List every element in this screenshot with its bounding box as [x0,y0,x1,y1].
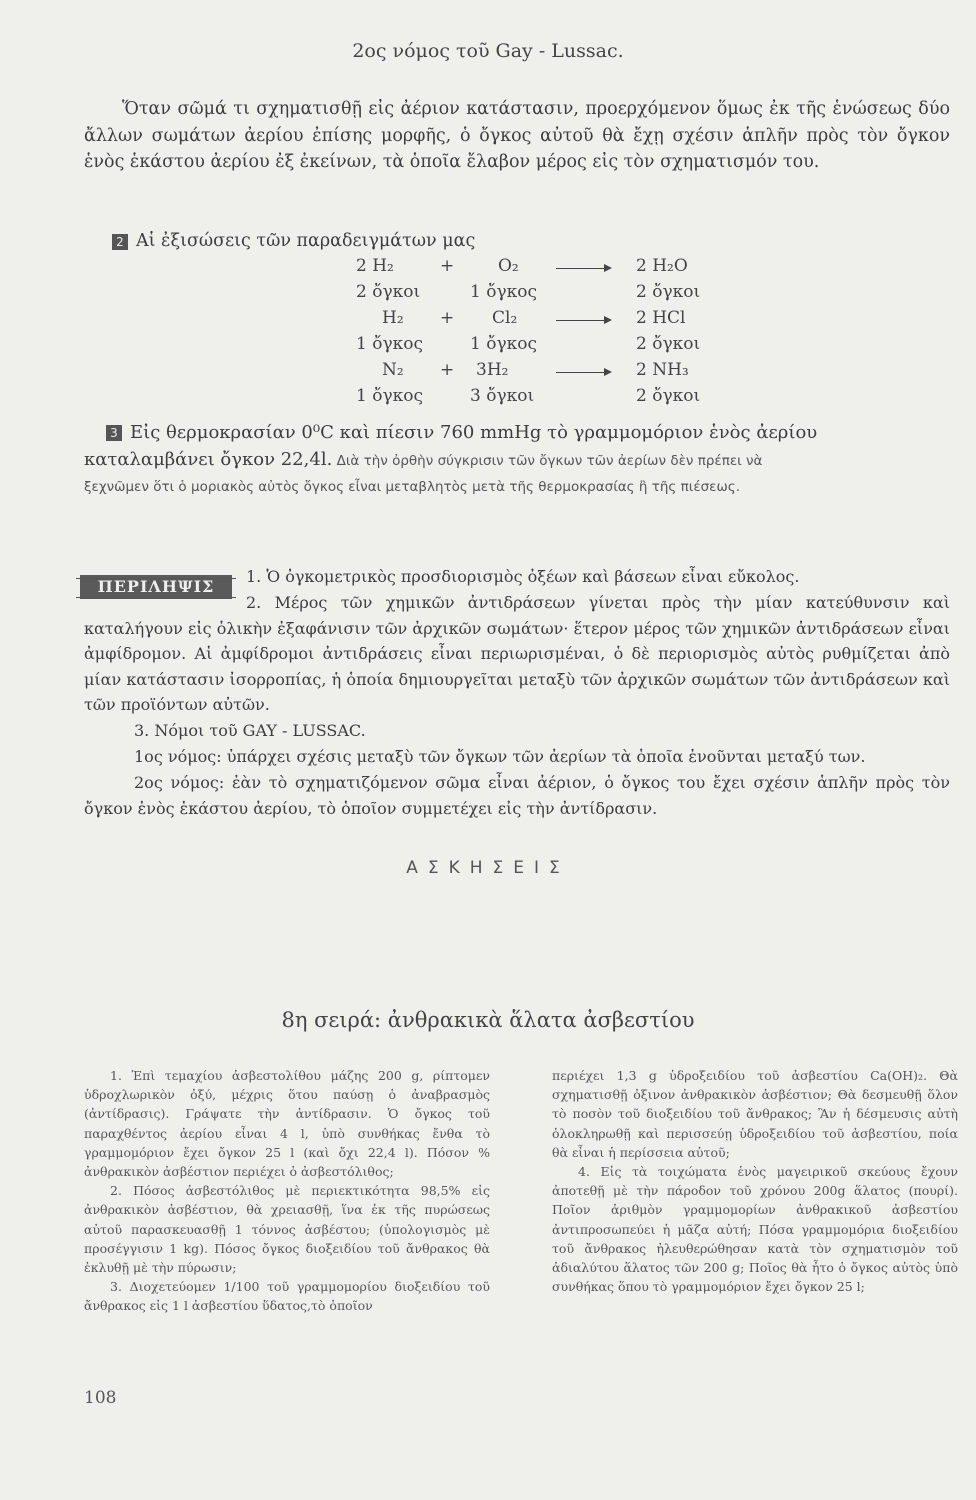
eq-product: 2 ὄγκοι [636,282,701,302]
page-number: 108 [84,1388,117,1408]
eq-operator: + [440,360,455,380]
page-title: 2ος νόμος τοῦ Gay - Lussac. [352,40,624,62]
equation-row [0,256,976,282]
eq-reactant-1: 1 ὄγκος [356,334,423,354]
exercise-item: 1. Ἐπὶ τεμαχίου ἀσβεστολίθου μάζης 200 g, ρίπτομεν ὑδροχλωρικὸν ὀξύ, μέχρις ὅτου παύσῃ ὁ ἀναβρασμὸς (ἀντίδρασις). Γράψατε τὴν ἀντίδρασιν. Ὁ ὄγκος τοῦ παραχθέντος ἀερίου εἶναι 4 l, ὑπὸ συνθήκας ἔνθα τὸ γραμμομόριον ἔχει ὄγκον 25 l (καὶ ὄχι 22,4 l). Πόσον % ἀνθρακικὸν ἀσβέστιον περιέχει ὁ ἀσβεστόλιθος; [84,1068,490,1180]
equation-row [0,308,976,334]
eq-reactant-1: 1 ὄγκος [356,386,423,406]
summary-law-1: 1ος νόμος: ὑπάρχει σχέσις μεταξὺ τῶν ὄγκων τῶν ἀερίων τὰ ὁποῖα ἑνοῦνται μεταξύ των. [134,747,866,766]
eq-reactant-2: O₂ [498,256,519,276]
note-3-line-2 [84,447,954,475]
note-number-badge: 2 [112,234,128,250]
reaction-arrow-icon [556,268,610,269]
eq-reactant-2: 1 ὄγκος [470,334,537,354]
exercise-item: 3. Διοχετεύομεν 1/100 τοῦ γραμμομορίου διοξειδίου τοῦ ἄνθρακος εἰς 1 l ἀσβεστίου ὕδατος,τὸ ὁποῖον [84,1279,490,1314]
note-number-badge: 3 [106,425,122,441]
note-3-line-1 [84,420,954,447]
exercises-right-column [552,1066,958,1296]
eq-product: 2 ὄγκοι [636,386,701,406]
eq-reactant-2: 3H₂ [476,360,509,380]
eq-reactant-2: 1 ὄγκος [470,282,537,302]
exercise-item: 2. Πόσος ἀσβεστόλιθος μὲ περιεκτικότητα 98,5% εἰς ἀνθρακικὸν ἀσβέστιον, θὰ χρειασθῇ, ἵνα ἐκ τῆς πυρώσεως αὐτοῦ παρασκευασθῇ 1 τόννος ἀσβέστου; (ὑπολογισμὸς μὲ προσέγγισιν 1 kg). Πόσος ὄγκος διοξειδίου τοῦ ἄνθρακος θὰ ἐκλυθῇ μὲ τὴν πύρωσιν; [84,1183,490,1276]
exercise-item: 4. Εἰς τὰ τοιχώματα ἑνὸς μαγειρικοῦ σκεύους ἔχουν ἀποτεθῇ μὲ τὴν πάροδον τοῦ χρόνου 200g ἅλατος (πουρί). Ποῖον ἀριθμὸν γραμμομορίων ἀνθρακικοῦ ἀσβεστίου ἀντιπροσωπεύει ἡ μᾶζα αὐτή; Πόσα γραμμομόρια διοξειδίου τοῦ ἄνθρακος ἠλευθερώθησαν κατὰ τὸν σχηματισμὸν τοῦ ἀδιαλύτου ἅλατος τῶν 200 g; Ποῖος θὰ ἦτο ὁ ὄγκος αὐτὸς ὑπὸ συνθήκας ὅπου τὸ γραμμομόριον ἔχει ὄγκον 25 l; [552,1164,958,1295]
eq-product: 2 NH₃ [636,360,689,380]
intro-paragraph: Ὅταν σῶμά τι σχηματισθῇ εἰς ἀέριον κατάστασιν, προερχόμενον ὅμως ἐκ τῆς ἑνώσεως δύο ἄλλων σωμάτων ἀερίου ἐπίσης μορφῆς, ὁ ὄγκος αὐτοῦ θὰ ἔχῃ σχέσιν ἁπλῆν πρὸς τὸν ὄγκον ἑνὸς ἑκάστου ἀερίου ἐξ ἐκείνων, τὰ ὁποῖα ἔλαβον μέρος εἰς τὸν σχηματισμόν του. [84,99,950,172]
eq-reactant-1: N₂ [382,360,404,380]
reaction-arrow-icon [556,320,610,321]
eq-reactant-1: 2 ὄγκοι [356,282,421,302]
eq-operator: + [440,256,455,276]
summary-item-3: 3. Νόμοι τοῦ GAY - LUSSAC. [134,721,366,740]
series-heading: 8η σειρά: ἀνθρακικὰ ἅλατα ἀσβεστίου [281,1008,695,1032]
note-3 [84,420,954,500]
equation-row [0,360,976,386]
note-2-text: Αἱ ἐξισώσεις τῶν παραδειγμάτων μας [136,231,476,251]
eq-reactant-2: 3 ὄγκοι [470,386,535,406]
note-3-line-3: ξεχνῶμεν ὅτι ὁ μοριακὸς αὐτὸς ὄγκος εἶναι μεταβλητὸς μετὰ τῆς θερμοκρασίας ἢ τῆς πιέσεως. [84,479,740,495]
eq-reactant-2: Cl₂ [492,308,518,328]
eq-product: 2 HCl [636,308,686,328]
exercises-heading: ΑΣΚΗΣΕΙΣ [406,858,570,878]
note-3-line-2-bold: καταλαμβάνει ὄγκον 22,4l. [84,448,333,470]
summary-badge: ΠΕΡΙΛΗΨΙΣ [80,575,232,599]
note-3-line-1-text: Εἰς θερμοκρασίαν 0⁰C καὶ πίεσιν 760 mmHg τὸ γραμμομόριον ἑνὸς ἀερίου [130,422,818,443]
note-3-line-2-small: Διὰ τὴν ὀρθὴν σύγκρισιν τῶν ὄγκων τῶν ἀερίων δὲν πρέπει νὰ [332,452,763,469]
reaction-arrow-icon [556,372,610,373]
exercise-item: περιέχει 1,3 g ὑδροξειδίου τοῦ ἀσβεστίου Ca(OH)₂. Θὰ σχηματισθῇ ὀξινον ἀνθρακικὸν ἀσβέστιον; Θὰ δεσμευθῇ ὅλον τὸ ποσὸν τοῦ διοξειδίου τοῦ ἄνθρακος; Ἂν ἡ δέσμευσις αὐτὴ ὁλοκληρωθῇ καὶ περισσεύῃ ὑδροξειδίου τοῦ ἀσβεστίου, ποία θὰ εἶναι ἡ περίσσεια αὐτοῦ; [552,1068,958,1160]
summary-law-2: 2ος νόμος: ἐὰν τὸ σχηματιζόμενον σῶμα εἶναι ἀέριον, ὁ ὄγκος του ἔχει σχέσιν ἁπλῆν πρὸς τὸν ὄγκον ἑνὸς ἑκάστου ἀερίου, τὸ ὁποῖον συμμετέχει εἰς τὴν ἀντίδρασιν. [84,773,950,818]
eq-reactant-1: 2 H₂ [356,256,394,276]
summary-item-2: 2. Μέρος τῶν χημικῶν ἀντιδράσεων γίνεται πρὸς τὴν μίαν κατεύθυνσιν καὶ καταλήγουν εἰς ὁλικὴν ἐξαφάνισιν τῶν ἀρχικῶν σωμάτων· ἕτερον μέρος τῶν χημικῶν ἀντιδράσεων εἶναι ἀμφίδρομον. Αἱ ἀμφίδρομοι ἀντιδράσεις εἶναι περιωρισμέναι, ὁ δὲ περιορισμὸς αὐτὸς ρυθμίζεται ἀπὸ μίαν κατάστασιν ἰσορροπίας, ἡ ὁποία δημιουργεῖται μεταξὺ τῶν ἀρχικῶν σωμάτων τῶν ἀντιδράσεων καὶ τῶν προϊόντων αὐτῶν. [84,593,950,714]
equation-row [0,282,976,308]
eq-product: 2 H₂O [636,256,688,276]
eq-operator: + [440,308,455,328]
summary-item-1: 1. Ὁ ὀγκομετρικὸς προσδιορισμὸς ὀξέων καὶ βάσεων εἶναι εὔκολος. [246,567,800,586]
exercises-left-column [84,1066,490,1316]
eq-product: 2 ὄγκοι [636,334,701,354]
note-2 [112,228,912,255]
eq-reactant-1: H₂ [382,308,404,328]
equation-row [0,334,976,360]
equation-row [0,386,976,412]
